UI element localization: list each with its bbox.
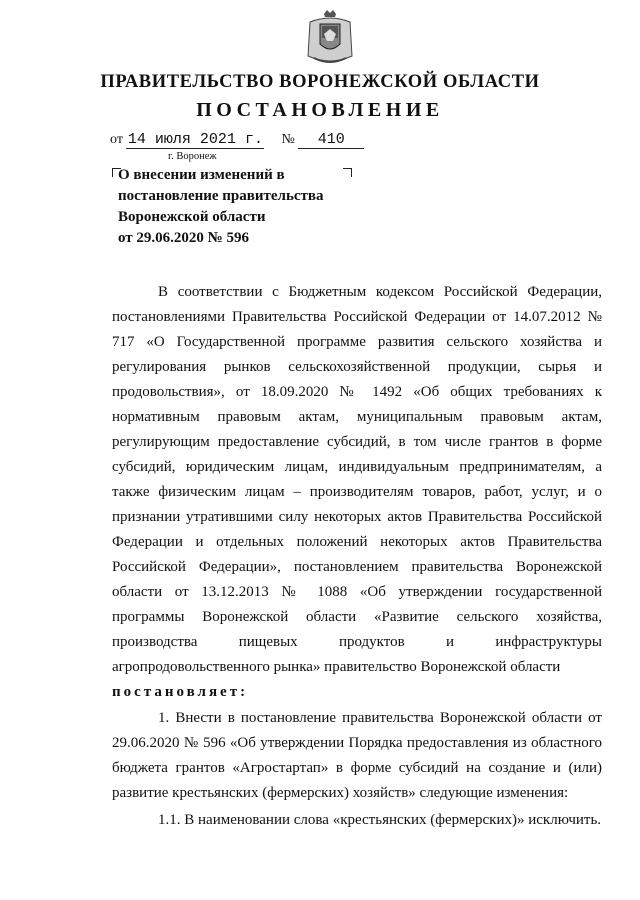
- preamble-paragraph: В соответствии с Бюджетным кодексом Российской Федерации, постановлениями Правительства Российской Федерации от 14.07.2012 № 717 «О Государственной программе развития сельского хозяйства и регулирования рынков сельскохозяйственной продукции, сырья и продовольствия», от 18.09.2020 № 1492 «Об общих требованиях к нормативным правовым актам, муниципальным правовым актам, регулирующим предоставление субсидий, в том числе грантов в форме субсидий, юридическим лицам, индивидуальным предпринимателям, а также физическим лицам – производителям товаров, работ, услуг, и о признании утратившими силу некоторых актов Правительства Российской Федерации и отдельных положений некоторых актов Правительства Российской Федерации», постановлением правительства Воронежской области от 13.12.2013 № 1088 «Об утверждении государственной программы Воронежской области «Развитие сельского хозяйства, производства пищевых продуктов и инфраструктуры агропродовольственного рынка» правительство Воронежской области: [112, 284, 602, 675]
- document-subject: [118, 165, 378, 249]
- document-type-title: ПОСТАНОВЛЕНИЕ: [196, 99, 444, 121]
- document-date: 14 июля 2021 г.: [127, 131, 263, 148]
- document-body: [112, 280, 602, 705]
- document-meta: [110, 132, 364, 149]
- subject-line: О внесении изменений в: [118, 167, 285, 183]
- subject-line: Воронежской области: [118, 209, 266, 225]
- number-label: №: [281, 132, 295, 147]
- resolves-label: постановляет:: [112, 684, 249, 700]
- item-paragraph: 1. Внести в постановление правительства Воронежской области от 29.06.2020 № 596 «Об утверждении Порядка предоставления из областного бюджета грантов «Агростартап» в форме субсидий на создание и (или) развитие крестьянских (фермерских) хозяйств» следующие изменения:: [112, 710, 602, 801]
- document-items: [112, 706, 602, 833]
- subject-line: постановление правительства: [118, 188, 324, 204]
- coat-of-arms-emblem: [300, 8, 360, 70]
- government-title: ПРАВИТЕЛЬСТВО ВОРОНЕЖСКОЙ ОБЛАСТИ: [100, 72, 540, 92]
- city-label: г. Воронеж: [168, 151, 217, 162]
- date-label: от: [110, 132, 123, 147]
- document-number: 410: [298, 132, 364, 149]
- item-paragraph: 1.1. В наименовании слова «крестьянских (фермерских)» исключить.: [158, 812, 602, 828]
- subject-line: от 29.06.2020 № 596: [118, 230, 249, 246]
